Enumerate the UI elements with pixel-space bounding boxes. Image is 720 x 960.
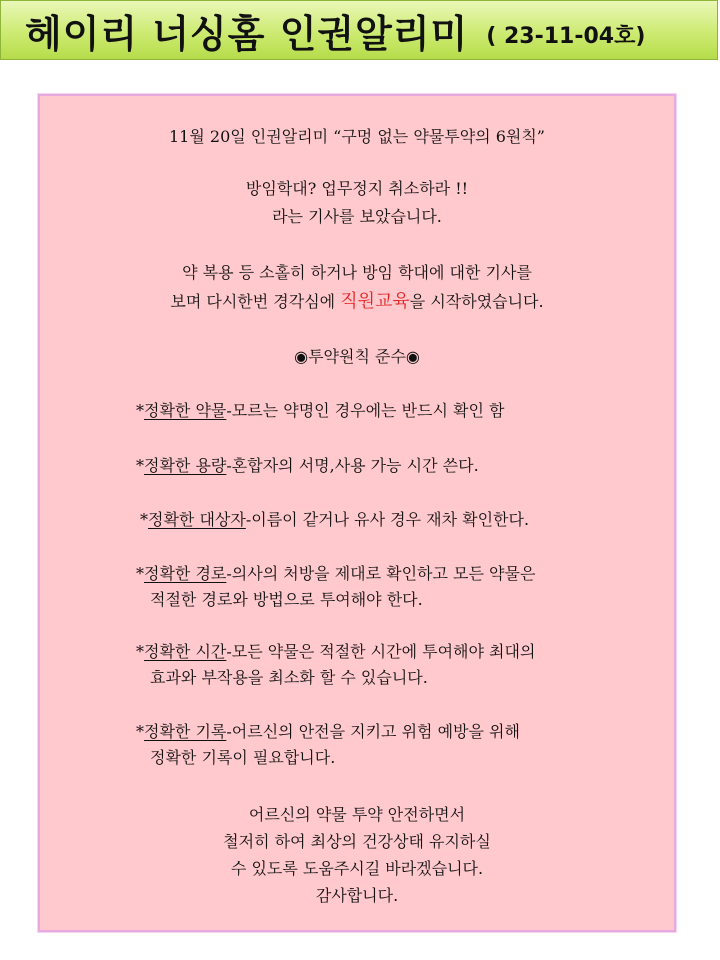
bullet-star: * xyxy=(136,722,144,741)
principle-key: 정확한 기록 xyxy=(144,722,227,741)
principle-key: 정확한 시간 xyxy=(144,642,227,661)
principle-continuation: 정확한 기록이 필요합니다. xyxy=(150,748,336,767)
issue-number: ( 23-11-04호) xyxy=(486,23,646,49)
principle-text: -어르신의 안전을 지키고 위험 예방을 위해 xyxy=(226,722,520,741)
intro-line-3: 라는 기사를 보았습니다. xyxy=(272,207,442,226)
closing-line-2: 철저히 하여 최상의 건강상태 유지하실 xyxy=(223,832,491,851)
para-line-2 xyxy=(40,287,674,313)
principle-item xyxy=(136,719,520,742)
para-line-2-pre: 보며 다시한번 경각심에 xyxy=(170,292,341,311)
bullet-star: * xyxy=(136,564,144,583)
principle-text: -의사의 처방을 제대로 확인하고 모든 약물은 xyxy=(226,564,536,583)
principle-key: 정확한 약물 xyxy=(144,401,227,420)
principle-key: 정확한 대상자 xyxy=(148,510,246,529)
header-banner xyxy=(0,0,718,60)
closing-line-4: 감사합니다. xyxy=(315,886,399,905)
section-title: ◉투약원칙 준수◉ xyxy=(294,347,420,366)
staff-training-highlight: 직원교육 xyxy=(340,291,410,312)
principle-item xyxy=(136,398,505,421)
principle-continuation: 효과와 부작용을 최소화 할 수 있습니다. xyxy=(150,668,428,687)
bullet-star: * xyxy=(136,401,144,420)
notice-card xyxy=(38,94,676,932)
principle-text: -이름이 같거나 유사 경우 재차 확인한다. xyxy=(245,510,530,529)
principle-item xyxy=(136,639,535,662)
para-line-2-post: 을 시작하였습니다. xyxy=(409,292,544,311)
principle-text: -모르는 약명인 경우에는 반드시 확인 함 xyxy=(226,401,505,420)
bullet-star: * xyxy=(136,642,144,661)
principle-item xyxy=(140,507,529,530)
principle-continuation: 적절한 경로와 방법으로 투여해야 한다. xyxy=(150,590,423,609)
intro-line-1: 11월 20일 인권알리미 “구멍 없는 약물투약의 6원칙” xyxy=(169,127,545,146)
closing-line-1: 어르신의 약물 투약 안전하면서 xyxy=(248,805,466,824)
principle-key: 정확한 경로 xyxy=(144,564,227,583)
principle-item xyxy=(136,453,479,476)
principle-key: 정확한 용량 xyxy=(144,456,227,475)
para-line-1: 약 복용 등 소홀히 하거나 방임 학대에 대한 기사를 xyxy=(182,263,532,282)
principle-text: -모든 약물은 적절한 시간에 투여해야 최대의 xyxy=(226,642,536,661)
intro-line-2: 방임학대? 업무정지 취소하라 !! xyxy=(245,179,469,198)
closing-line-3: 수 있도록 도움주시길 바라겠습니다. xyxy=(230,859,484,878)
principle-text: -혼합자의 서명,사용 가능 시간 쓴다. xyxy=(226,456,479,475)
principle-item xyxy=(136,561,535,584)
bullet-star: * xyxy=(140,510,148,529)
header-title: 헤이리 너싱홈 인권알리미 xyxy=(25,11,469,56)
bullet-star: * xyxy=(136,456,144,475)
